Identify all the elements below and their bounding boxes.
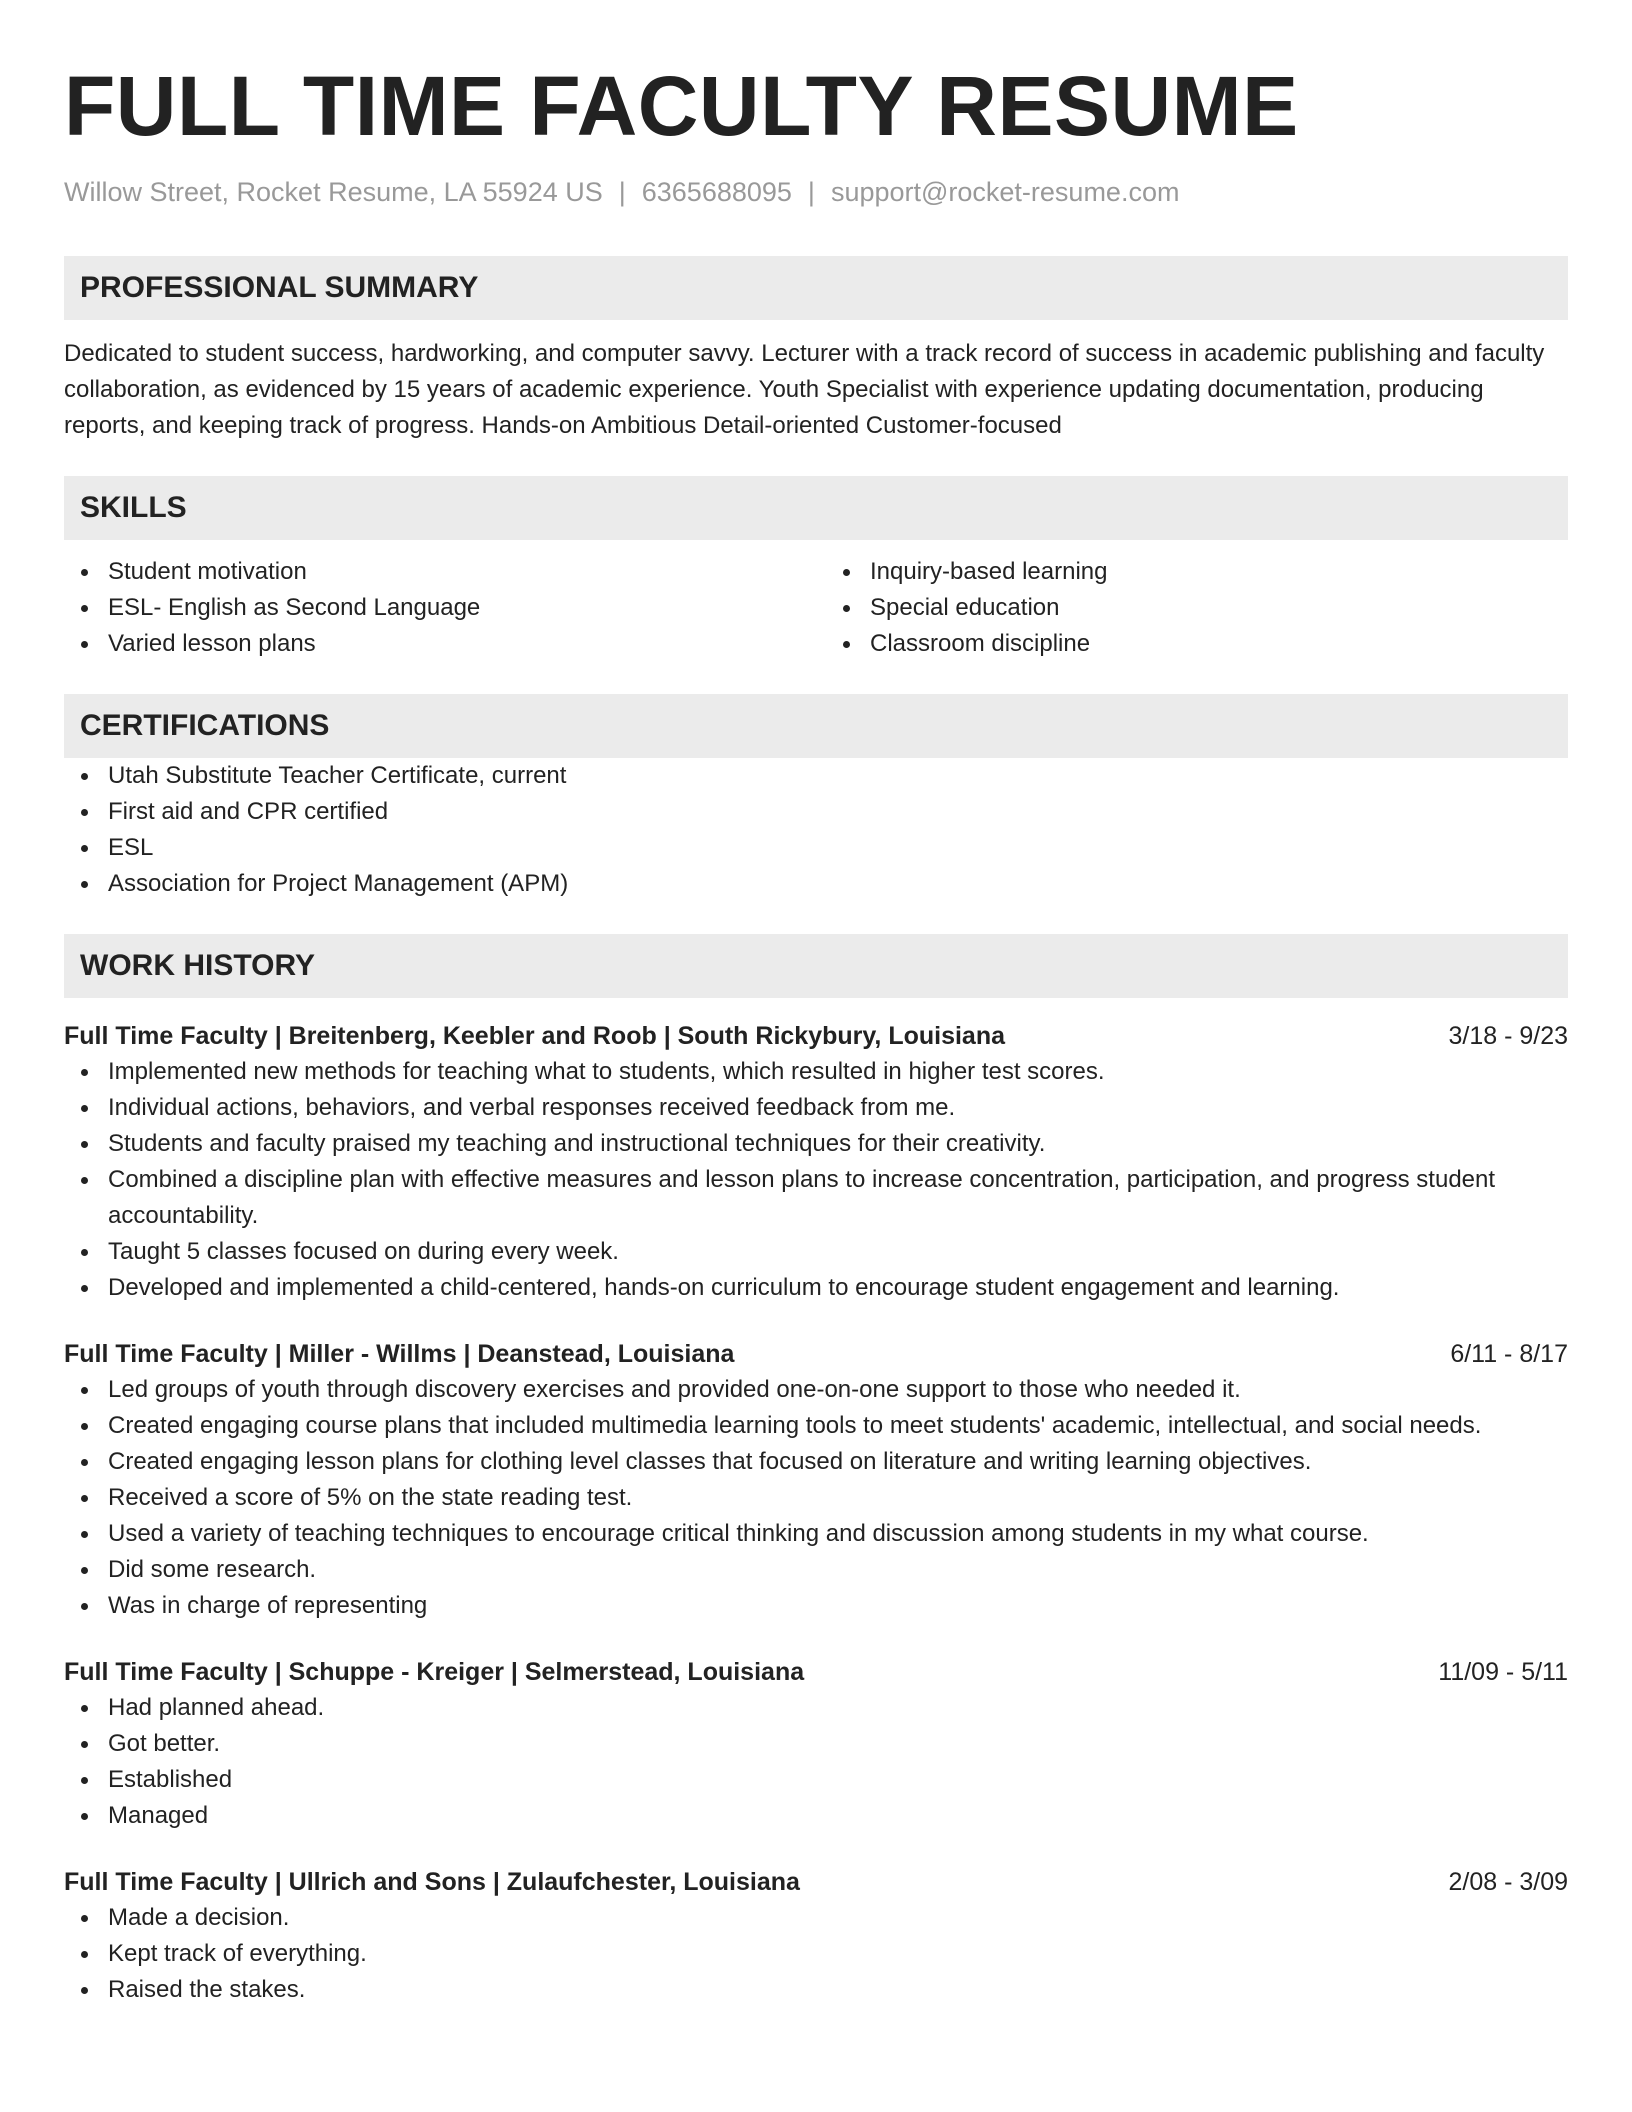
job-duty: Made a decision. <box>108 1900 1568 1936</box>
job-duty: Combined a discipline plan with effective measures and lesson plans to increase concentration, participation, and progress student accountability. <box>108 1162 1568 1234</box>
job-header <box>64 1654 1568 1690</box>
job-duty: Managed <box>108 1798 1568 1834</box>
certification-item: Utah Substitute Teacher Certificate, current <box>108 758 1568 794</box>
job-duty: Got better. <box>108 1726 1568 1762</box>
job-title: Full Time Faculty | Breitenberg, Keebler and Roob | South Rickybury, Louisiana <box>64 1022 1006 1050</box>
job-duty: Developed and implemented a child-centered, hands-on curriculum to encourage student engagement and learning. <box>108 1270 1568 1306</box>
job-dates: 2/08 - 3/09 <box>1448 1868 1568 1896</box>
job-duty: Kept track of everything. <box>108 1936 1568 1972</box>
skills-column-right <box>826 554 1568 662</box>
job-entry <box>64 1336 1568 1624</box>
job-duties <box>64 1690 1568 1834</box>
job-duty: Established <box>108 1762 1568 1798</box>
summary-text: Dedicated to student success, hardworking, and computer savvy. Lecturer with a track record of success in academic publishing and faculty collaboration, as evidenced by 15 years of academic experience. Youth Specialist with experience updating documentation, producing reports, and keeping track of progress. Hands-on Ambitious Detail-oriented Customer-focused <box>64 340 1545 439</box>
job-duty: Created engaging course plans that included multimedia learning tools to meet students' academic, intellectual, and social needs. <box>108 1408 1568 1444</box>
job-duty: Led groups of youth through discovery exercises and provided one-on-one support to those who needed it. <box>108 1372 1568 1408</box>
job-duty: Had planned ahead. <box>108 1690 1568 1726</box>
contact-address: Willow Street, Rocket Resume, LA 55924 US <box>64 177 603 207</box>
job-duty: Implemented new methods for teaching what to students, which resulted in higher test scores. <box>108 1054 1568 1090</box>
job-title: Full Time Faculty | Schuppe - Kreiger | Selmerstead, Louisiana <box>64 1658 805 1686</box>
skills-column-left <box>64 554 806 662</box>
certification-item: First aid and CPR certified <box>108 794 1568 830</box>
job-title: Full Time Faculty | Miller - Willms | Deanstead, Louisiana <box>64 1340 735 1368</box>
certifications-list <box>64 758 1568 902</box>
certifications-heading: CERTIFICATIONS <box>64 694 1568 758</box>
job-entry <box>64 1018 1568 1306</box>
skill-item: Classroom discipline <box>870 626 1568 662</box>
certification-item: Association for Project Management (APM) <box>108 866 1568 902</box>
contact-line <box>64 174 1568 210</box>
job-duty: Taught 5 classes focused on during every week. <box>108 1234 1568 1270</box>
job-duty: Students and faculty praised my teaching and instructional techniques for their creativity. <box>108 1126 1568 1162</box>
skills-list <box>64 554 1568 662</box>
contact-separator: | <box>807 177 815 207</box>
contact-separator: | <box>618 177 626 207</box>
job-dates: 3/18 - 9/23 <box>1448 1022 1568 1050</box>
job-header <box>64 1864 1568 1900</box>
job-duty: Was in charge of representing <box>108 1588 1568 1624</box>
job-duty: Used a variety of teaching techniques to encourage critical thinking and discussion among students in my what course. <box>108 1516 1568 1552</box>
contact-email: support@rocket-resume.com <box>830 177 1180 207</box>
skill-item: Student motivation <box>108 554 806 590</box>
job-entry <box>64 1654 1568 1834</box>
job-duties <box>64 1900 1568 2008</box>
resume-page <box>64 0 1568 2008</box>
skill-item: Special education <box>870 590 1568 626</box>
job-dates: 11/09 - 5/11 <box>1438 1658 1568 1686</box>
job-title: Full Time Faculty | Ullrich and Sons | Zulaufchester, Louisiana <box>64 1868 800 1896</box>
skills-heading: SKILLS <box>64 476 1568 540</box>
job-duty: Individual actions, behaviors, and verbal responses received feedback from me. <box>108 1090 1568 1126</box>
job-duty: Raised the stakes. <box>108 1972 1568 2008</box>
work-history-heading: WORK HISTORY <box>64 934 1568 998</box>
contact-phone: 6365688095 <box>641 177 792 207</box>
job-duties <box>64 1054 1568 1306</box>
skill-item: ESL- English as Second Language <box>108 590 806 626</box>
job-duty: Did some research. <box>108 1552 1568 1588</box>
job-duties <box>64 1372 1568 1624</box>
skill-item: Inquiry-based learning <box>870 554 1568 590</box>
job-header <box>64 1018 1568 1054</box>
job-header <box>64 1336 1568 1372</box>
job-entry <box>64 1864 1568 2008</box>
certification-item: ESL <box>108 830 1568 866</box>
job-duty: Received a score of 5% on the state reading test. <box>108 1480 1568 1516</box>
job-dates: 6/11 - 8/17 <box>1450 1340 1568 1368</box>
skill-item: Varied lesson plans <box>108 626 806 662</box>
resume-title: FULL TIME FACULTY RESUME <box>64 59 1299 153</box>
summary-heading: PROFESSIONAL SUMMARY <box>64 256 1568 320</box>
job-duty: Created engaging lesson plans for clothing level classes that focused on literature and writing learning objectives. <box>108 1444 1568 1480</box>
